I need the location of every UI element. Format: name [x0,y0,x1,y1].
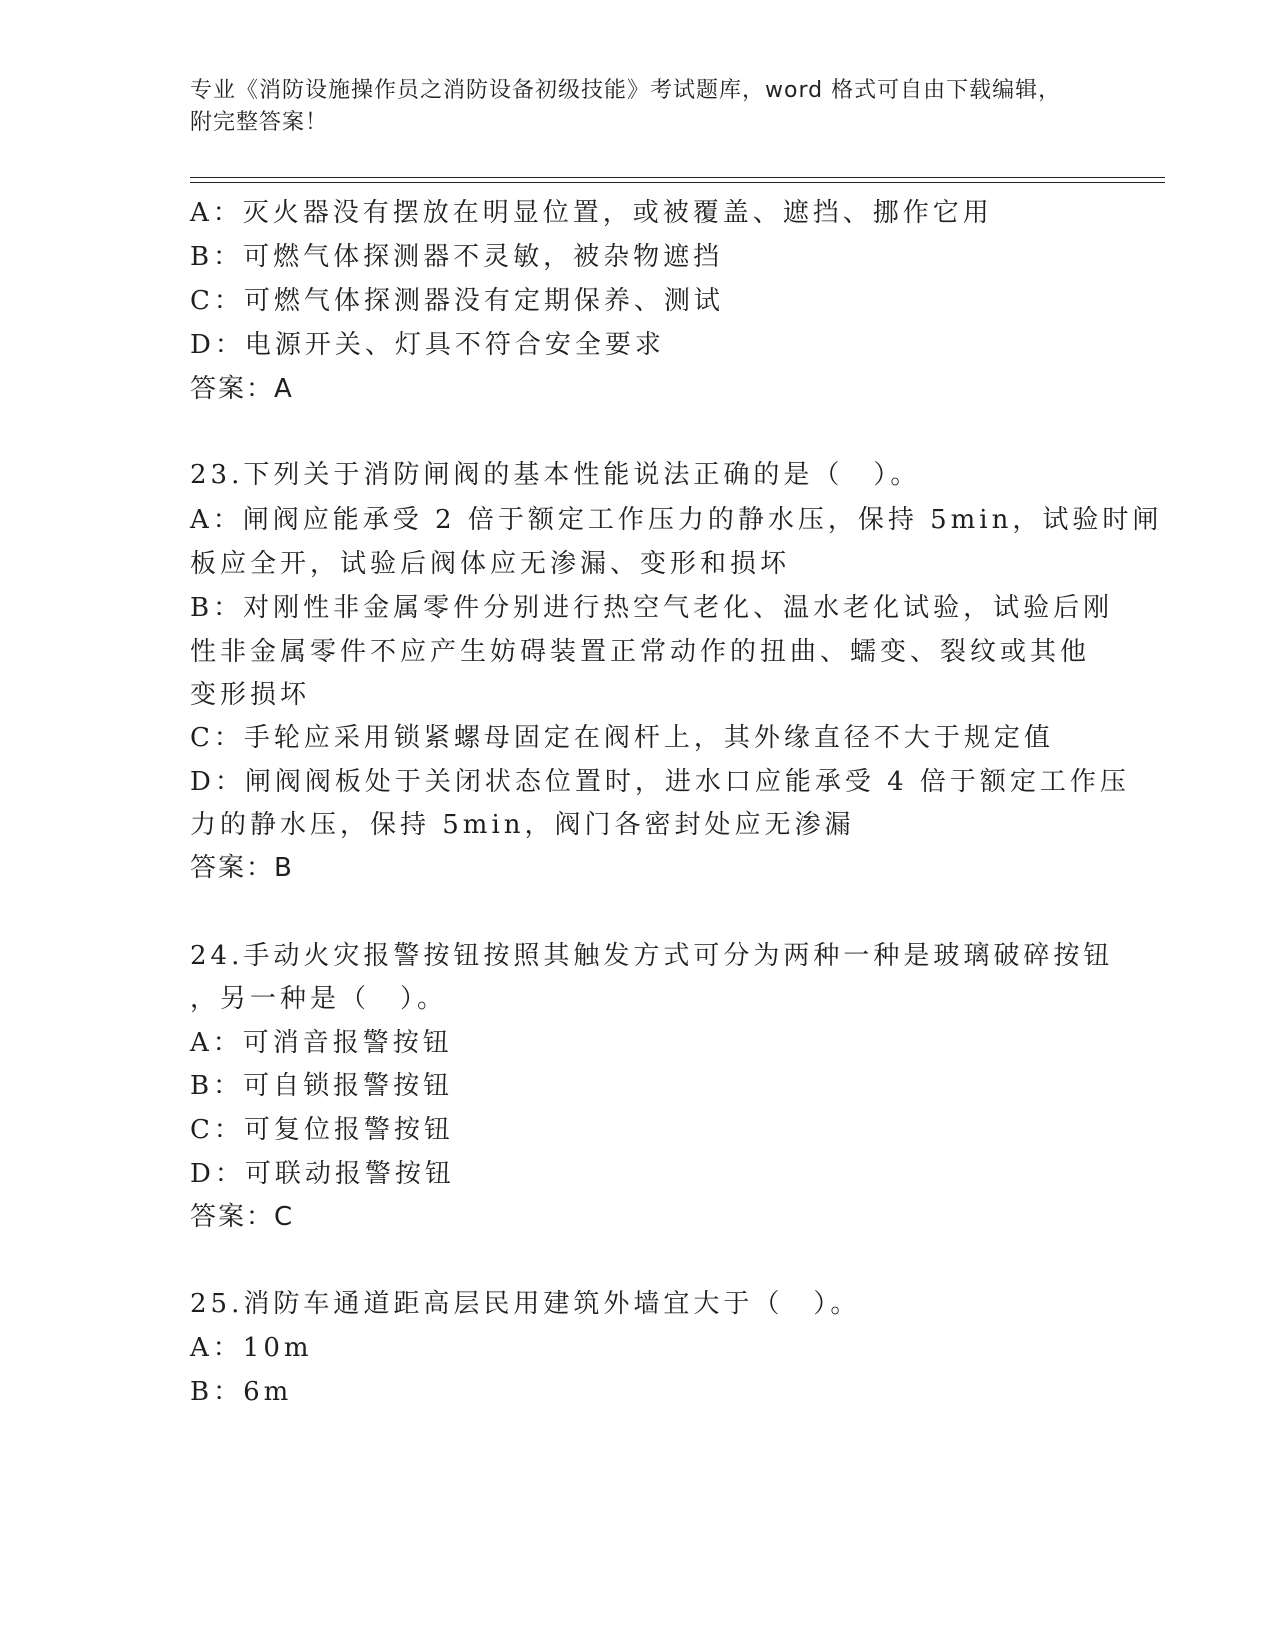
document-header: 专业《消防设施操作员之消防设备初级技能》考试题库，word 格式可自由下载编辑，附完整答案！ [190,78,1062,135]
q24-option-b: B：可自锁报警按钮 [190,1071,454,1101]
header-rule-top [190,177,1165,178]
q24-option-d: D：可联动报警按钮 [190,1159,455,1189]
q22-option-d: D：电源开关、灯具不符合安全要求 [190,330,665,360]
q23-option-d-line1: D：闸阀阀板处于关闭状态位置时，进水口应能承受 4 倍于额定工作压 [190,767,1130,797]
q23-option-b-line2: 性非金属零件不应产生妨碍装置正常动作的扭曲、蠕变、裂纹或其他 [190,637,1091,667]
q23-option-a-line2: 板应全开，试验后阀体应无渗漏、变形和损坏 [190,549,791,579]
q23-question: 23.下列关于消防闸阀的基本性能说法正确的是（ ）。 [190,460,921,490]
q24-option-c: C：可复位报警按钮 [190,1115,454,1145]
q25-option-a: A：10m [190,1333,313,1363]
q22-option-c: C：可燃气体探测器没有定期保养、测试 [190,286,724,316]
q25-question: 25.消防车通道距高层民用建筑外墙宜大于（ ）。 [190,1289,861,1319]
q23-option-b-line1: B：对刚性非金属零件分别进行热空气老化、温水老化试验，试验后刚 [190,593,1114,623]
q22-option-a: A：灭火器没有摆放在明显位置，或被覆盖、遮挡、挪作它用 [190,198,993,228]
q24-question-line1: 24.手动火灾报警按钮按照其触发方式可分为两种一种是玻璃破碎按钮 [190,941,1114,971]
q23-option-c: C：手轮应采用锁紧螺母固定在阀杆上，其外缘直径不大于规定值 [190,723,1054,753]
q24-option-a: A：可消音报警按钮 [190,1028,453,1058]
q23-answer: 答案：B [190,853,294,883]
header-rule-bottom [190,182,1165,183]
q25-option-b: B：6m [190,1377,293,1407]
q22-option-b: B：可燃气体探测器不灵敏，被杂物遮挡 [190,242,724,272]
q22-answer: 答案：A [190,374,294,404]
q23-option-a-line1: A：闸阀应能承受 2 倍于额定工作压力的静水压，保持 5min，试验时闸 [190,505,1163,535]
q23-option-d-line2: 力的静水压，保持 5min，阀门各密封处应无渗漏 [190,810,855,840]
q23-option-b-line3: 变形损坏 [190,680,311,710]
q24-answer: 答案：C [190,1202,295,1232]
q24-question-line2: ，另一种是（ ）。 [190,984,448,1014]
